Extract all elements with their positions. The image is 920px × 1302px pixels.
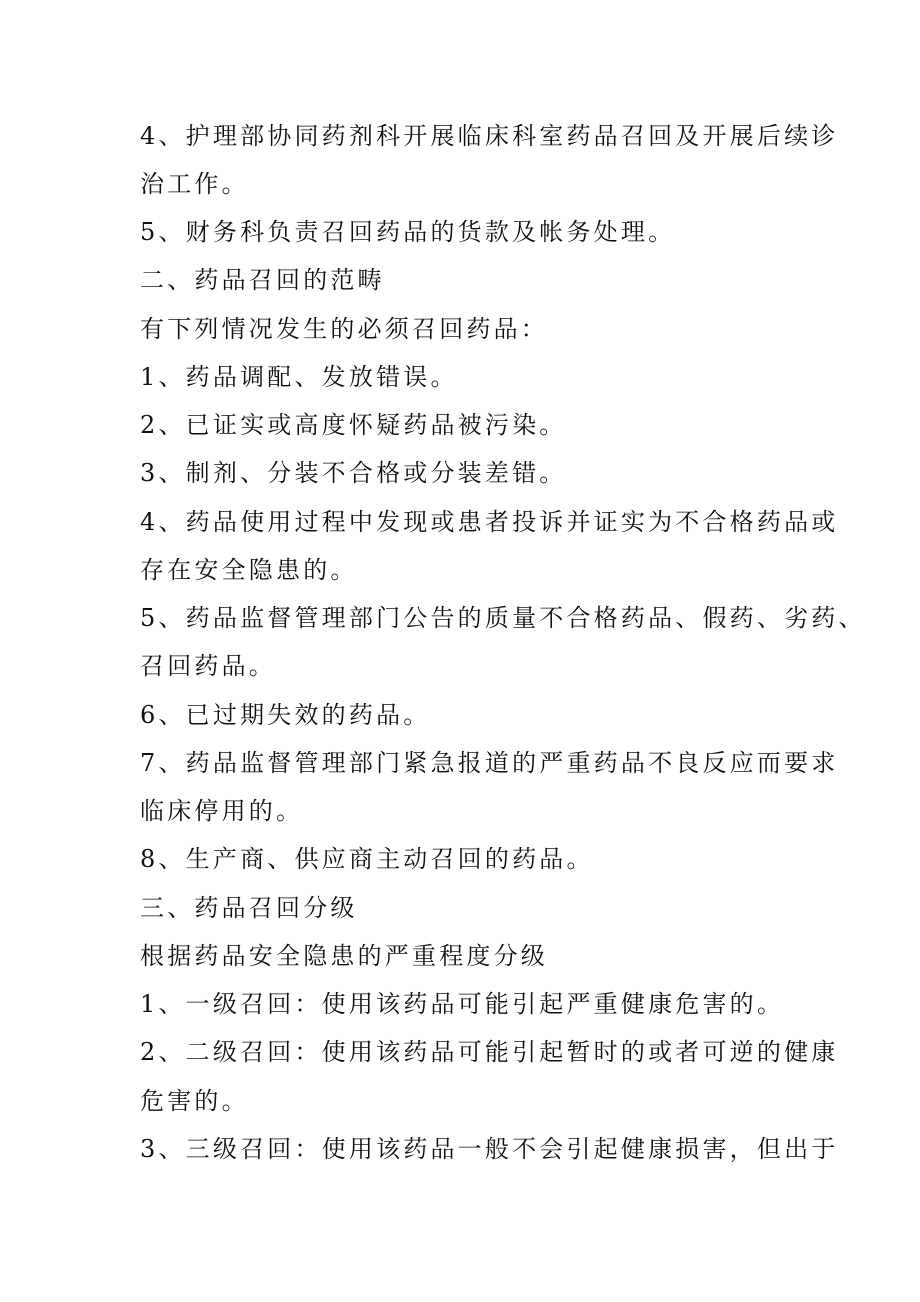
paragraph-line: 根据药品安全隐患的严重程度分级 [140, 942, 548, 970]
list-item: 2、已证实或高度怀疑药品被污染。 [140, 411, 567, 439]
list-item-continuation: 召回药品。 [140, 652, 276, 680]
list-item: 1、一级召回：使用该药品可能引起严重健康危害的。 [140, 990, 785, 1018]
paragraph-line: 4、护理部协同药剂科开展临床科室药品召回及开展后续诊 [140, 122, 839, 150]
list-item: 3、三级召回：使用该药品一般不会引起健康损害，但出于 [140, 1135, 839, 1163]
list-item-continuation: 危害的。 [140, 1087, 249, 1115]
list-item: 1、药品调配、发放错误。 [140, 363, 458, 391]
list-item: 7、药品监督管理部门紧急报道的严重药品不良反应而要求 [140, 749, 839, 777]
paragraph-line: 有下列情况发生的必须召回药品： [140, 315, 548, 343]
list-item: 8、生产商、供应商主动召回的药品。 [140, 845, 594, 873]
list-item-continuation: 存在安全隐患的。 [140, 556, 358, 584]
section-heading: 二、药品召回的范畴 [140, 266, 385, 294]
section-heading: 三、药品召回分级 [140, 894, 358, 922]
list-item-continuation: 临床停用的。 [140, 797, 304, 825]
list-item: 6、已过期失效的药品。 [140, 701, 431, 729]
list-item: 5、药品监督管理部门公告的质量不合格药品、假药、劣药、 [140, 604, 866, 632]
list-item: 4、药品使用过程中发现或患者投诉并证实为不合格药品或 [140, 508, 839, 536]
paragraph-line: 5、财务科负责召回药品的货款及帐务处理。 [140, 218, 676, 246]
paragraph-line: 治工作。 [140, 170, 249, 198]
list-item: 2、二级召回：使用该药品可能引起暂时的或者可逆的健康 [140, 1038, 839, 1066]
list-item: 3、制剂、分装不合格或分装差错。 [140, 459, 567, 487]
